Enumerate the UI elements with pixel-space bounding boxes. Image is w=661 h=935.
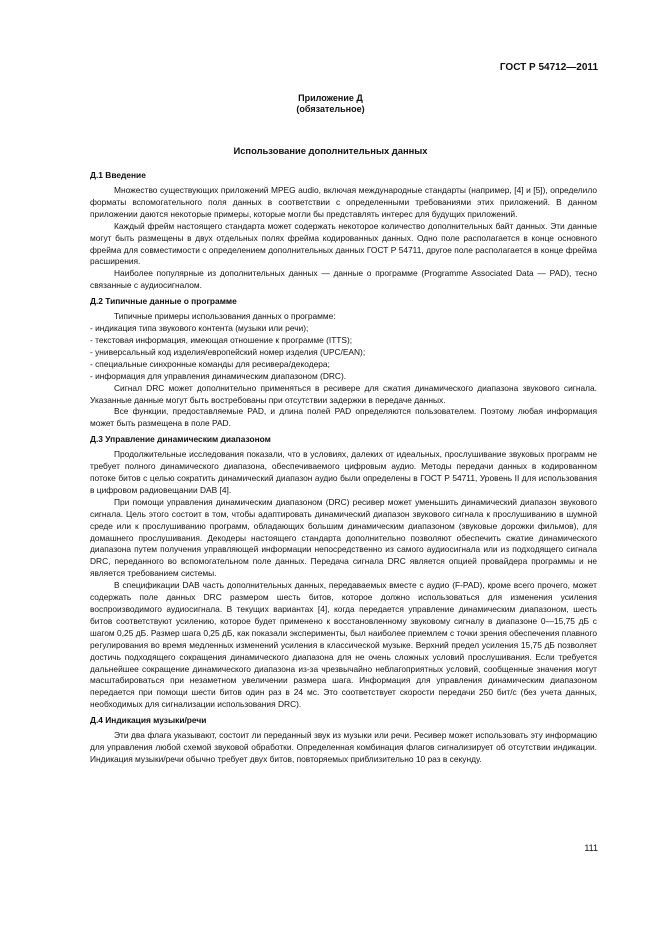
list-item: - текстовая информация, имеющая отношение к программе (ITTS); <box>90 334 353 345</box>
section-d1-title: Д.1 Введение <box>90 170 146 180</box>
section-d2-title: Д.2 Типичные данные о программе <box>90 296 237 307</box>
standard-header: ГОСТ Р 54712—2011 <box>499 62 598 73</box>
list-item: - информация для управления динамическим диапазоном (DRC). <box>90 370 347 381</box>
paragraph: Все функции, предоставляемые PAD, и длина полей PAD определяются пользователем. Поэтому любая информация может быть размещена в поле PAD. <box>90 406 597 429</box>
section-d4-title: Д.4 Индикация музыки/речи <box>90 715 207 726</box>
paragraph: Продолжительные исследования показали, что в условиях, далеких от идеальных, прослушивание звуковых программ не требует полного динамического диапазона, обеспечиваемого цифровым аудио. Методы передачи данных в кодированном потоке битов с целью сократить динамический диапазон аудио были определены в ГОСТ Р 54711, Уровень II для использования в цифровом радиовещании DAB [4]. <box>90 449 597 495</box>
paragraph: Типичные примеры использования данных о программе: <box>114 311 336 322</box>
appendix-heading: Использование дополнительных данных <box>233 145 428 156</box>
paragraph: Эти два флага указывают, состоит ли переданный звук из музыки или речи. Ресивер может использовать эту информацию для управления любой схемой звуковой обработки. Определенная комбинация флагов сигнализирует об отсутствии индикации. Индикация музыки/речи обычно требует двух битов, повторяемых приблизительно 10 раз в секунду. <box>90 730 597 764</box>
appendix-status: (обязательное) <box>296 104 365 114</box>
paragraph: Каждый фрейм настоящего стандарта может содержать некоторое количество дополнительных байт данных. Эти данные могут быть размещены в двух отдельных полях фрейма кодированных данных. Одно поле располагается в конце основного фрейма для совместимости с определением дополнительных данных ГОСТ Р 54711, другое поле располагается в конце фрейма расширения. <box>90 220 597 267</box>
body-text <box>90 167 597 766</box>
list-item: - индикация типа звукового контента (музыки или речи); <box>90 323 309 334</box>
section-d3-title: Д.3 Управление динамическим диапазоном <box>90 434 271 445</box>
list-item: - универсальный код изделия/европейский номер изделия (UPC/EAN); <box>90 346 366 357</box>
paragraph: Наиболее популярные из дополнительных данных — данные о программе (Programme Associated Data — PAD), тесно связанные с аудиосигналом. <box>90 268 597 291</box>
appendix-title: Приложение Д <box>298 93 363 103</box>
paragraph: При помощи управления динамическим диапазоном (DRC) ресивер может уменьшить динамический диапазон звукового сигнала. Цель этого состоит в том, чтобы адаптировать динамический диапазон звукового сигнала к прослушиванию в шумной среде или к прослушиванию программ, обладающих большим динамическим диапазоном (звуковые дорожки фильмов), для домашнего прослушивания. Декодеры настоящего стандарта дополнительно позволяют обеспечить сжатие динамического диапазона путем получения управляющей информации непосредственно из самого аудиосигнала или из подходящего сигнала DRC, переданного во вспомогательном поле данных. Передача сигнала DRC является опцией провайдера программы и не является требованием системы. <box>90 496 597 579</box>
page-number: 111 <box>584 843 598 853</box>
list-item: - специальные синхронные команды для ресивера/декодера; <box>90 358 330 369</box>
paragraph: В спецификации DAB часть дополнительных данных, передаваемых вместе с аудио (F-PAD), кроме всего прочего, может содержать поле данных DRC размером шесть битов, которое должно использоваться для изменения усиления воспроизводимого аудиосигнала. В текущих вариантах [4], когда передается управление динамическим диапазоном, шесть битов соответствуют усилению, которое будет применено к восстановленному звуковому сигналу в диапазоне 0—15,75 дБ с шагом 0,25 дБ. Размер шага 0,25 дБ, как показали эксперименты, был наиболее приемлем с точки зрения обеспечения плавного регулирования во время медленных изменений усиления в классической музыке. Верхний предел усиления 15,75 дБ позволяет достичь подходящего сокращения динамического диапазона для не очень сложных условий прослушивания. Если требуется дальнейшее сокращение динамического диапазона из-за чрезвычайно неблагоприятных условий, сообщенные значения могут масштабироваться при незаметном увеличении размера шага. Информация для управления динамическим диапазоном передается при помощи шести битов один раз в 24 мс. Это соответствует скорости передачи 250 бит/с (без учета данных, необходимых для сигнализации использования DRC). <box>90 580 597 710</box>
paragraph: Сигнал DRC может дополнительно применяться в ресивере для сжатия динамического диапазона звукового сигнала. Указанные данные могут быть востребованы при отсутствии задержки в передаче данных. <box>90 382 597 405</box>
paragraph: Множество существующих приложений MPEG audio, включая международные стандарты (например, [4] и [5]), определило форматы вспомогательного поля данных в соответствии с определенными требованиями этих приложений. В данном приложении даются некоторые примеры, которые могли бы представлять интерес для будущих приложений. <box>90 185 597 219</box>
